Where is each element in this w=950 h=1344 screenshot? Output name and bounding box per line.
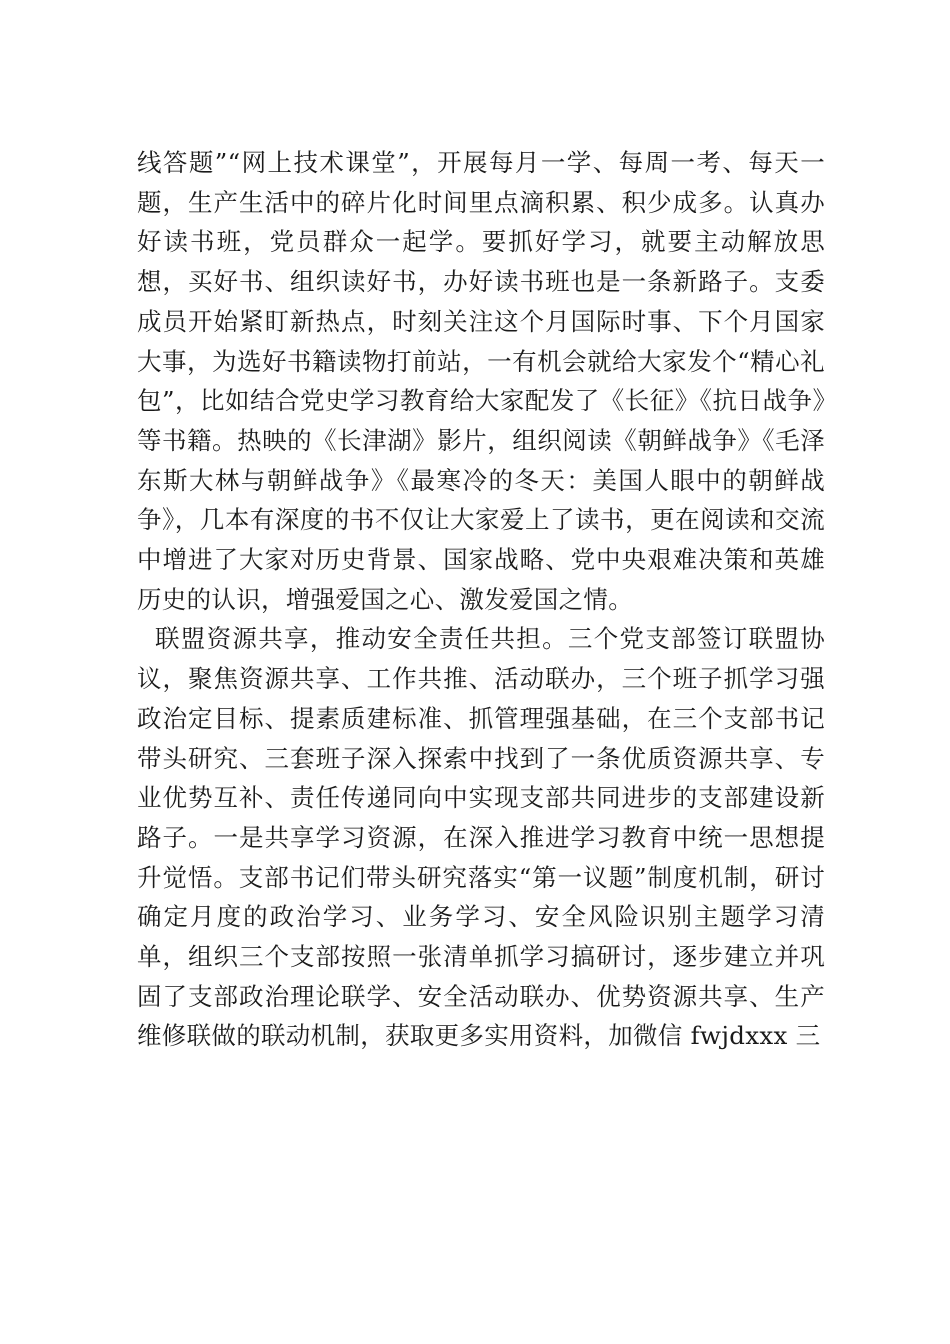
paragraph-reading-class: 线答题”“网上技术课堂”，开展每月一学、每周一考、每天一题，生产生活中的碎片化时间里点滴积累、积少成多。认真办好读书班，党员群众一起学。要抓好学习，就要主动解放思想，买好书、组织读好书，办好读书班也是一条新路子。支委成员开始紧盯新热点，时刻关注这个月国际时事、下个月国家大事，为选好书籍读物打前站，一有机会就给大家发个“精心礼包”，比如结合党史学习教育给大家配发了《长征》《抗日战争》等书籍。热映的《长津湖》影片，组织阅读《朝鲜战争》《毛泽东斯大林与朝鲜战争》《最寒冷的冬天：美国人眼中的朝鲜战争》，几本有深度的书不仅让大家爱上了读书，更在阅读和交流中增进了大家对历史背景、国家战略、党中央艰难决策和英雄历史的认识，增强爱国之心、激发爱国之情。 xyxy=(137,148,825,614)
document-body xyxy=(137,143,825,1056)
paragraph-resource-sharing: 联盟资源共享，推动安全责任共担。三个党支部签订联盟协议，聚焦资源共享、工作共推、活动联办，三个班子抓学习强政治定目标、提素质建标准、抓管理强基础，在三个支部书记带头研究、三套班子深入探索中找到了一条优质资源共享、专业优势互补、责任传递同向中实现支部共同进步的支部建设新路子。一是共享学习资源，在深入推进学习教育中统一思想提升觉悟。支部书记们带头研究落实“第一议题”制度机制，研讨确定月度的政治学习、业务学习、安全风险识别主题学习清单，组织三个支部按照一张清单抓学习搞研讨，逐步建立并巩固了支部政治理论联学、安全活动联办、优势资源共享、生产维修联做的联动机制，获取更多实用资料，加微信 fwjdxxx 三 xyxy=(137,624,825,1051)
